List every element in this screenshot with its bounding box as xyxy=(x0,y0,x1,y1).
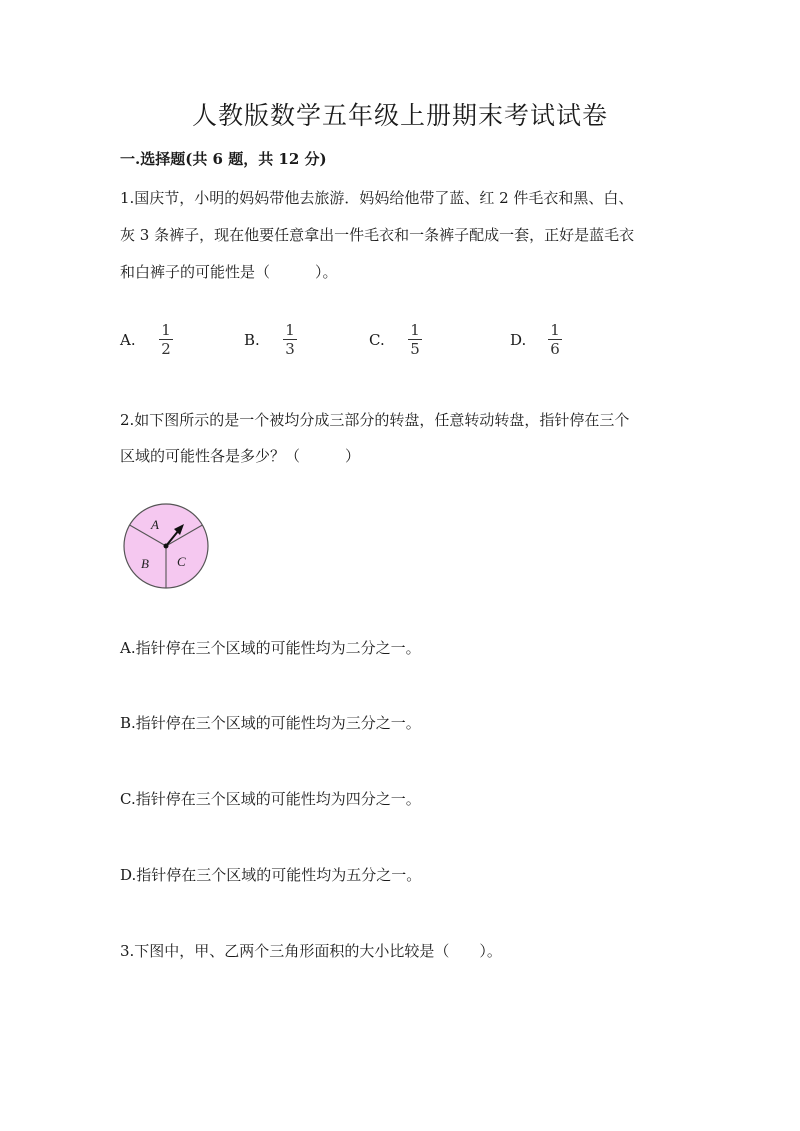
q2-choice-d: D.指针停在三个区域的可能性均为五分之一。 xyxy=(120,866,422,884)
spinner-label-a: A xyxy=(151,517,159,532)
fraction-numerator: 1 xyxy=(161,321,171,339)
fraction-numerator: 1 xyxy=(285,321,295,339)
q2-choice-c: C.指针停在三个区域的可能性均为四分之一。 xyxy=(120,790,421,808)
question-1-line-2: 灰 3 条裤子，现在他要任意拿出一件毛衣和一条裤子配成一套，正好是蓝毛衣 xyxy=(120,226,635,244)
spinner-label-b: B xyxy=(141,556,149,571)
spinner-figure xyxy=(120,502,214,592)
section-heading: 一.选择题(共 6 题，共 12 分) xyxy=(120,150,327,168)
question-1-line-3: 和白裤子的可能性是（ ）。 xyxy=(120,263,338,281)
fraction-numerator: 1 xyxy=(410,321,420,339)
fraction-numerator: 1 xyxy=(550,321,560,339)
question-2-line-1: 2.如下图所示的是一个被均分成三部分的转盘，任意转动转盘，指针停在三个 xyxy=(120,411,630,429)
q1-option-c-label: C. xyxy=(369,331,385,349)
fraction-denominator: 5 xyxy=(410,340,420,358)
question-2-line-2: 区域的可能性各是多少？（ ） xyxy=(120,447,361,465)
q1-option-b-fraction xyxy=(282,322,298,357)
q1-option-d-label: D. xyxy=(510,331,527,349)
question-1-line-1: 1.国庆节，小明的妈妈带他去旅游．妈妈给他带了蓝、红 2 件毛衣和黑、白、 xyxy=(120,189,634,207)
question-3-line-1: 3.下图中，甲、乙两个三角形面积的大小比较是（ ）。 xyxy=(120,942,502,960)
q1-option-a-label: A. xyxy=(120,331,136,349)
q1-option-b-label: B. xyxy=(244,331,260,349)
q2-choice-a: A.指针停在三个区域的可能性均为二分之一。 xyxy=(120,639,421,657)
q1-option-a-fraction xyxy=(158,322,174,357)
page-title: 人教版数学五年级上册期末考试试卷 xyxy=(191,101,608,130)
q1-option-c-fraction xyxy=(407,322,423,357)
q2-choice-b: B.指针停在三个区域的可能性均为三分之一。 xyxy=(120,714,421,732)
fraction-denominator: 6 xyxy=(550,340,560,358)
spinner-label-c: C xyxy=(177,554,186,569)
fraction-denominator: 3 xyxy=(285,340,295,358)
q1-option-d-fraction xyxy=(547,322,563,357)
fraction-denominator: 2 xyxy=(161,340,171,358)
spinner-center-pin xyxy=(164,544,169,549)
